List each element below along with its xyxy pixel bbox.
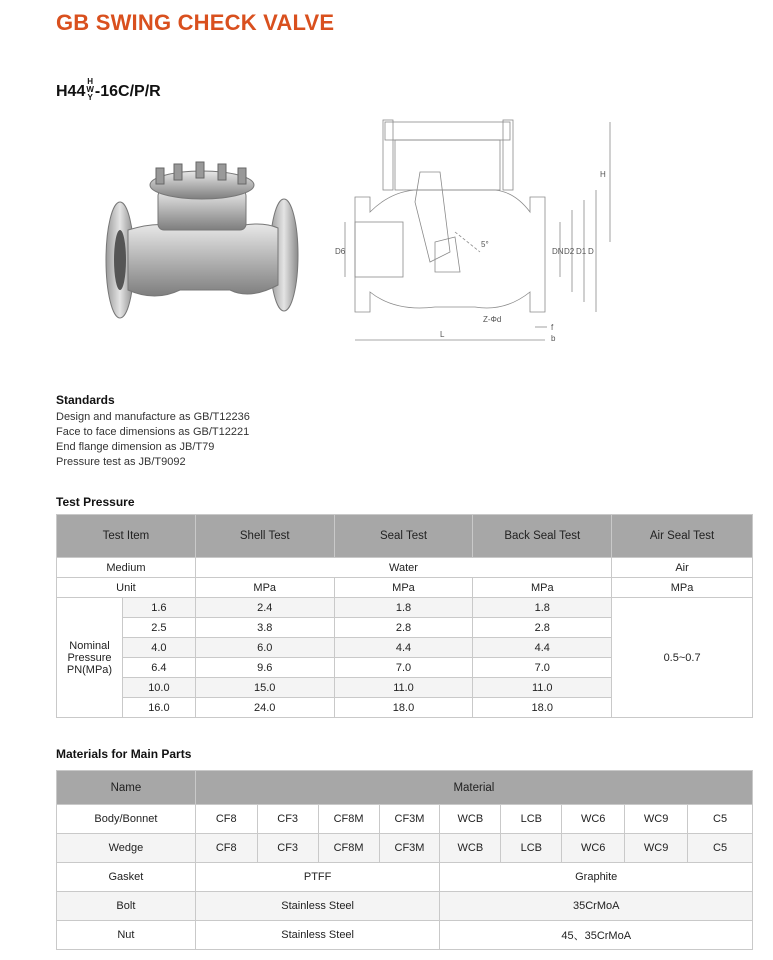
unit-label: Unit [57, 578, 196, 598]
material-cell: Stainless Steel [195, 921, 440, 950]
model-stack-top: H [87, 77, 94, 86]
value-cell: 7.0 [334, 658, 473, 678]
table-header-row [57, 515, 753, 558]
model-stack [86, 78, 94, 102]
page-title: GB SWING CHECK VALVE [56, 10, 335, 35]
label-b: b [551, 334, 556, 343]
label-dn: DN [552, 247, 564, 256]
nominal-label-line: Nominal [69, 639, 110, 652]
label-d2: D2 [564, 247, 575, 256]
materials-table [56, 770, 753, 950]
part-name: Wedge [57, 834, 196, 863]
value-cell: 2.8 [473, 618, 612, 638]
material-cell: CF8 [195, 834, 257, 863]
model-code [56, 77, 161, 104]
material-cell: 45、35CrMoA [440, 921, 753, 950]
value-cell: 24.0 [195, 698, 334, 718]
value-cell: 2.4 [195, 598, 334, 618]
header-shell-test: Shell Test [195, 515, 334, 558]
unit-cell: MPa [334, 578, 473, 598]
standard-line: End flange dimension as JB/T79 [56, 441, 215, 453]
header-name: Name [57, 771, 196, 805]
value-cell: 4.4 [334, 638, 473, 658]
header-seal-test: Seal Test [334, 515, 473, 558]
label-angle: 5° [481, 240, 489, 249]
medium-air: Air [612, 558, 753, 578]
material-cell: 35CrMoA [440, 892, 753, 921]
material-cell: Stainless Steel [195, 892, 440, 921]
table-row [57, 578, 753, 598]
value-cell: 11.0 [334, 678, 473, 698]
test-pressure-table [56, 514, 753, 718]
table-header-row [57, 771, 753, 805]
value-cell: 3.8 [195, 618, 334, 638]
value-cell: 9.6 [195, 658, 334, 678]
value-cell: 1.8 [334, 598, 473, 618]
value-cell: 4.4 [473, 638, 612, 658]
material-cell: WC9 [625, 805, 688, 834]
material-cell: CF8M [318, 805, 379, 834]
material-cell: C5 [688, 834, 753, 863]
model-stack-mid: W [86, 85, 94, 94]
label-d1: D1 [576, 247, 587, 256]
material-cell: CF3M [379, 805, 440, 834]
label-f: f [551, 323, 554, 332]
standards-heading: Standards [56, 393, 115, 407]
part-name: Nut [57, 921, 196, 950]
label-holes: Z-Φd [483, 315, 502, 324]
model-prefix: H44 [56, 83, 86, 101]
table-row [57, 863, 753, 892]
header-material: Material [195, 771, 752, 805]
test-pressure-title: Test Pressure [56, 495, 135, 509]
value-cell: 1.8 [473, 598, 612, 618]
standard-line: Face to face dimensions as GB/T12221 [56, 426, 250, 438]
label-d: D [588, 247, 594, 256]
pn-cell: 1.6 [122, 598, 195, 618]
valve-section-drawing [335, 112, 625, 357]
materials-title: Materials for Main Parts [56, 747, 192, 761]
material-cell: CF8 [195, 805, 257, 834]
part-name: Gasket [57, 863, 196, 892]
unit-cell: MPa [473, 578, 612, 598]
material-cell: LCB [501, 834, 562, 863]
pn-cell: 6.4 [122, 658, 195, 678]
value-cell: 7.0 [473, 658, 612, 678]
material-cell: WCB [440, 805, 501, 834]
part-name: Bolt [57, 892, 196, 921]
pn-cell: 10.0 [122, 678, 195, 698]
material-cell: Graphite [440, 863, 753, 892]
valve-photo [100, 150, 305, 335]
part-name: Body/Bonnet [57, 805, 196, 834]
table-row [57, 921, 753, 950]
material-cell: LCB [501, 805, 562, 834]
label-h: H [600, 170, 606, 179]
value-cell: 2.8 [334, 618, 473, 638]
material-cell: C5 [688, 805, 753, 834]
nominal-label-line: PN(MPa) [66, 663, 113, 676]
nominal-label [57, 598, 123, 718]
table-row [57, 834, 753, 863]
material-cell: WC9 [625, 834, 688, 863]
pn-cell: 4.0 [122, 638, 195, 658]
pn-cell: 2.5 [122, 618, 195, 638]
unit-cell: MPa [612, 578, 753, 598]
header-back-seal-test: Back Seal Test [473, 515, 612, 558]
material-cell: WC6 [562, 834, 625, 863]
label-d6: D6 [335, 247, 346, 256]
header-air-seal-test: Air Seal Test [612, 515, 753, 558]
table-row [57, 892, 753, 921]
table-row [57, 805, 753, 834]
material-cell: WC6 [562, 805, 625, 834]
value-cell: 11.0 [473, 678, 612, 698]
table-row [57, 558, 753, 578]
unit-cell: MPa [195, 578, 334, 598]
material-cell: CF3 [257, 834, 318, 863]
label-l: L [440, 330, 445, 339]
value-cell: 18.0 [334, 698, 473, 718]
material-cell: PTFF [195, 863, 440, 892]
value-cell: 18.0 [473, 698, 612, 718]
medium-label: Medium [57, 558, 196, 578]
model-suffix: -16C/P/R [94, 83, 161, 101]
table-row [57, 598, 753, 618]
value-cell: 15.0 [195, 678, 334, 698]
material-cell: CF3M [379, 834, 440, 863]
medium-water: Water [195, 558, 611, 578]
nominal-label-line: Pressure [67, 651, 112, 664]
material-cell: WCB [440, 834, 501, 863]
standards-block [56, 393, 250, 470]
material-cell: CF8M [318, 834, 379, 863]
header-test-item: Test Item [57, 515, 196, 558]
pn-cell: 16.0 [122, 698, 195, 718]
standard-line: Pressure test as JB/T9092 [56, 456, 186, 468]
value-cell: 6.0 [195, 638, 334, 658]
standard-line: Design and manufacture as GB/T12236 [56, 411, 250, 423]
model-stack-bottom: Y [87, 93, 93, 102]
air-value: 0.5~0.7 [612, 598, 753, 718]
material-cell: CF3 [257, 805, 318, 834]
